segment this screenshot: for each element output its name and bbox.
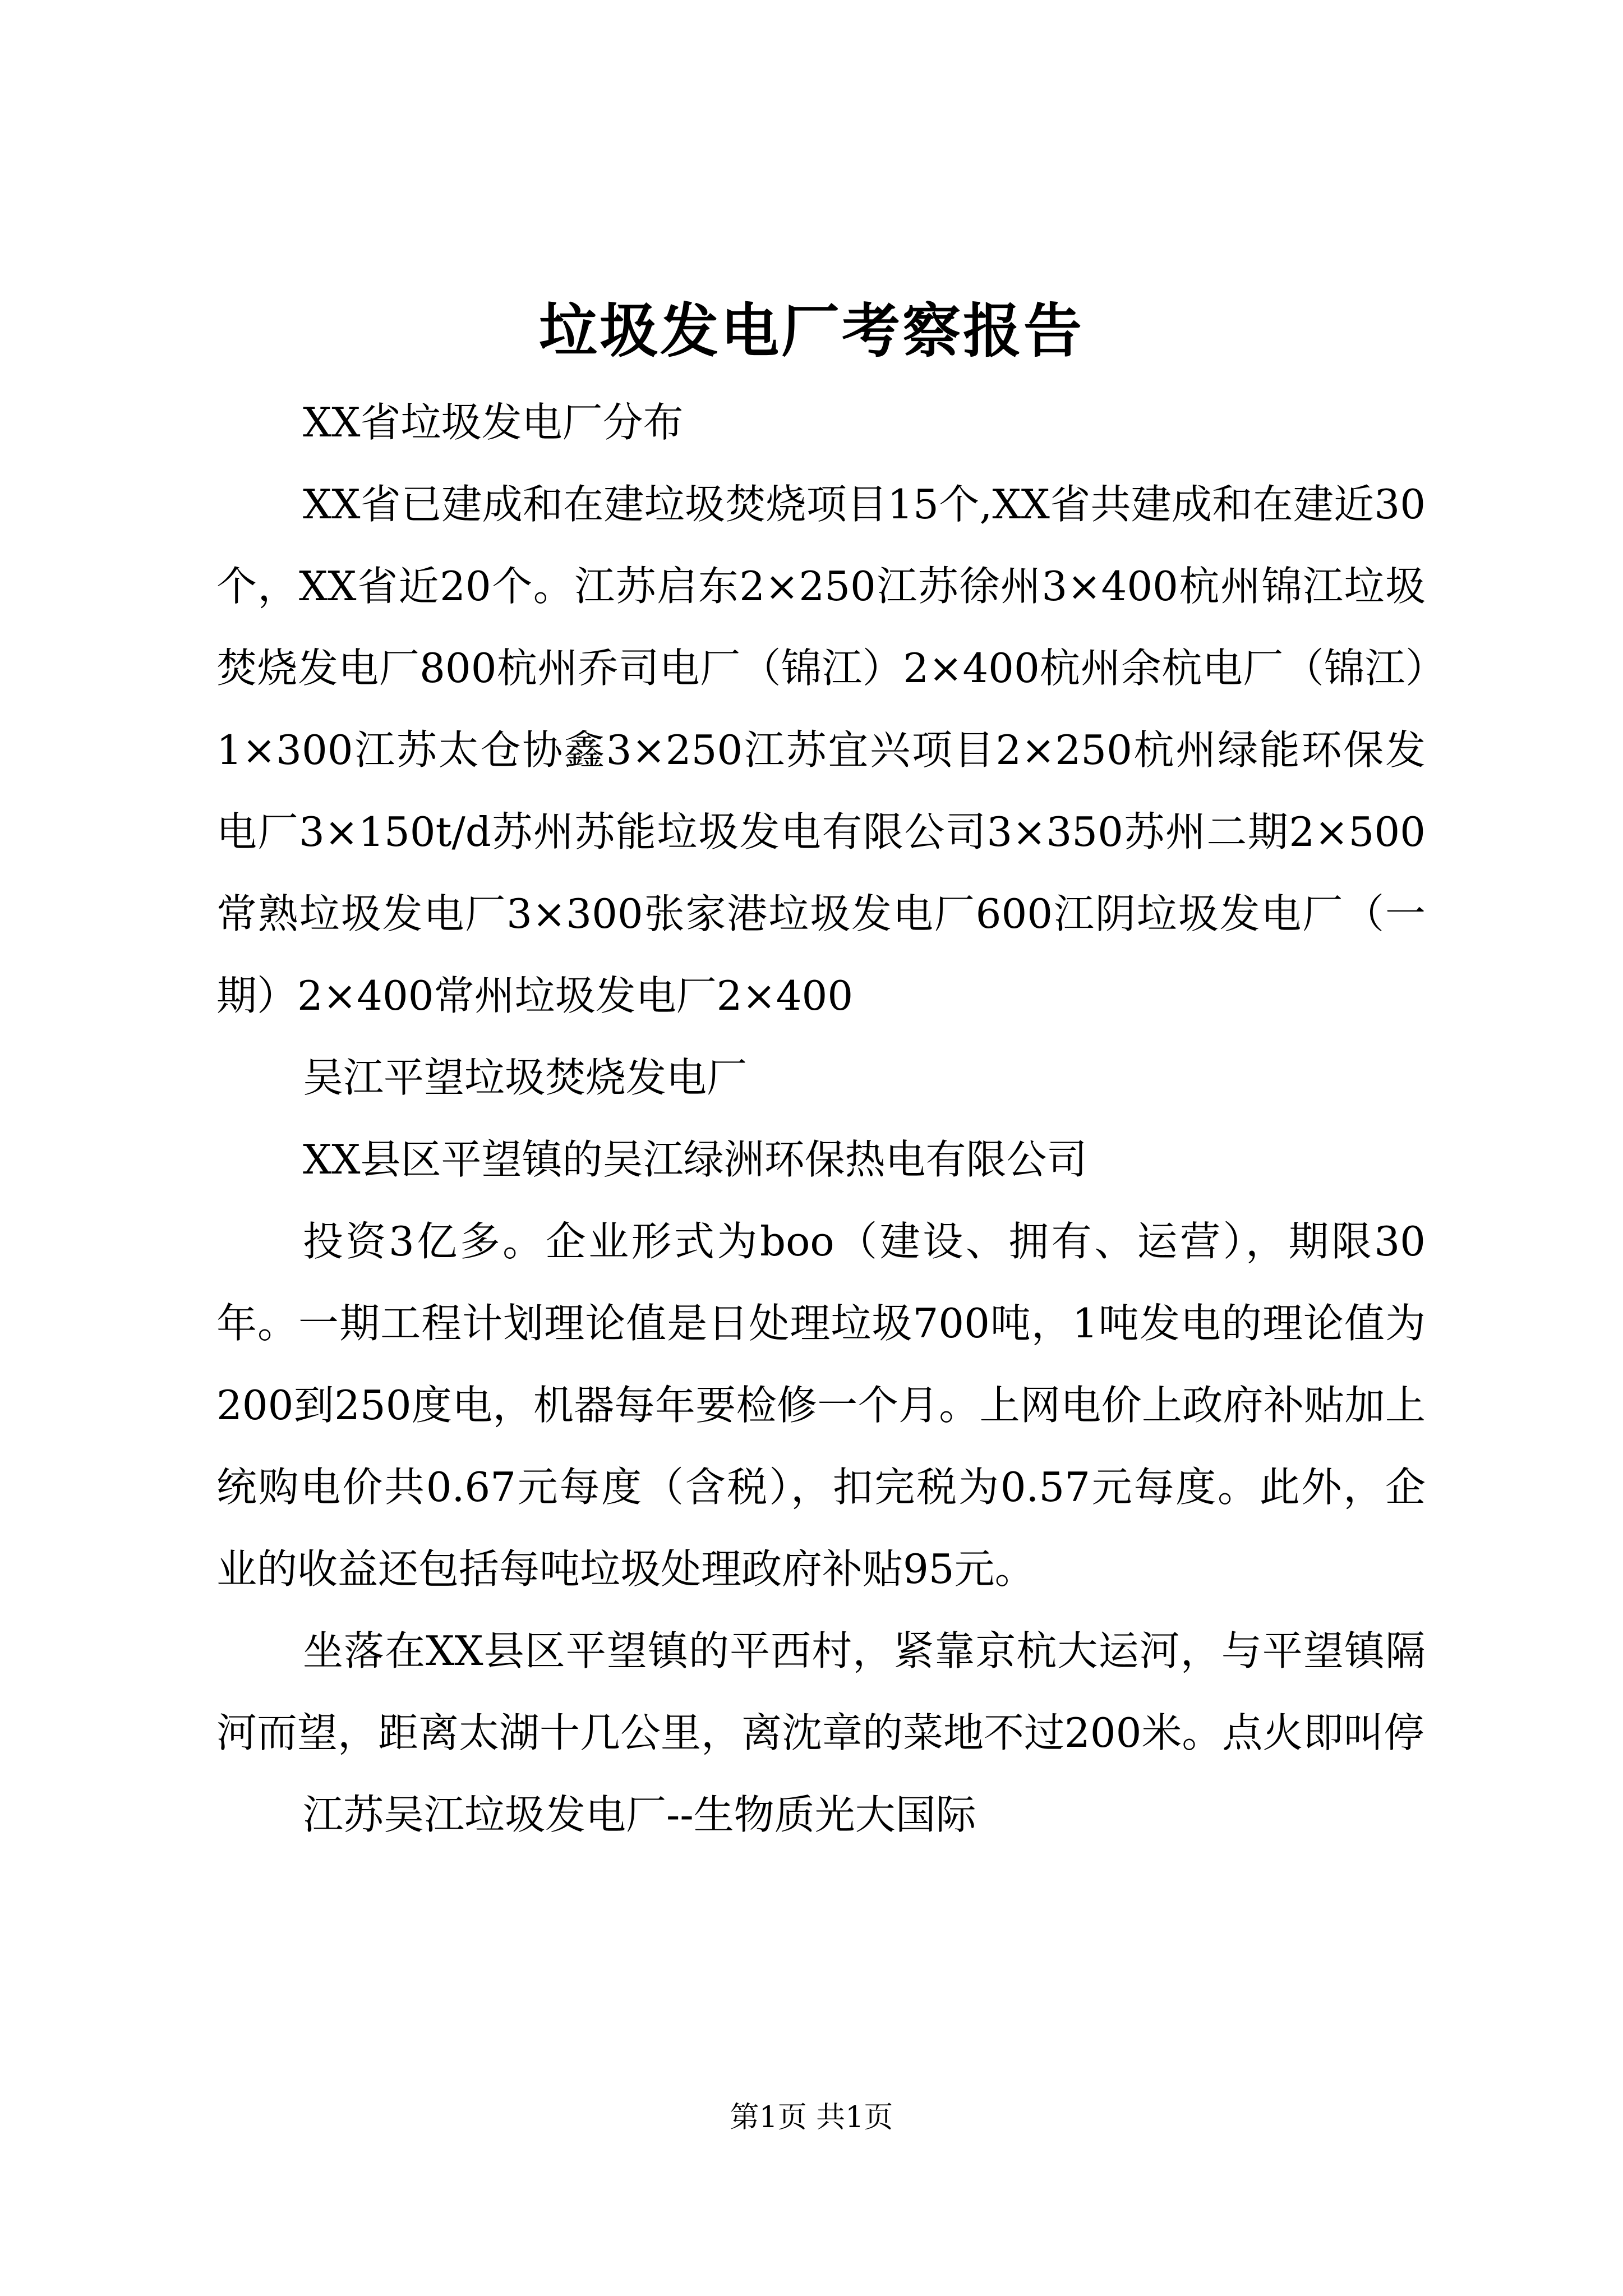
document-body bbox=[216, 381, 1426, 1856]
paragraph-heading-distribution: XX省垃圾发电厂分布 bbox=[303, 399, 684, 446]
paragraph-heading-everbright: 江苏吴江垃圾发电厂--生物质光大国际 bbox=[303, 1791, 976, 1838]
paragraph-company-name: XX县区平望镇的吴江绿洲环保热电有限公司 bbox=[303, 1136, 1087, 1183]
paragraph-location: 坐落在XX县区平望镇的平西村，紧靠京杭大运河，与平望镇隔河而望，距离太湖十几公里，离沈章的菜地不过200米。点火即叫停 bbox=[216, 1627, 1426, 1756]
paragraph-investment: 投资3亿多。企业形式为boo（建设、拥有、运营），期限30年。一期工程计划理论值是日处理垃圾700吨，1吨发电的理论值为200到250度电，机器每年要检修一个月。上网电价上政府补贴加上统购电价共0.67元每度（含税），扣完税为0.57元每度。此外，企业的收益还包括每吨垃圾处理政府补贴95元。 bbox=[216, 1218, 1426, 1593]
page-footer: 第1页 共1页 bbox=[730, 2101, 893, 2134]
document-title: 垃圾发电厂考察报告 bbox=[538, 296, 1084, 365]
paragraph-heading-pingwang: 吴江平望垃圾焚烧发电厂 bbox=[303, 1054, 748, 1101]
paragraph-project-list: XX省已建成和在建垃圾焚烧项目15个,XX省共建成和在建近30个，XX省近20个。江苏启东2×250江苏徐州3×400杭州锦江垃圾焚烧发电厂800杭州乔司电厂（锦江）2×400杭州余杭电厂（锦江）1×300江苏太仓协鑫3×250江苏宜兴项目2×250杭州绿能环保发电厂3×150t/d苏州苏能垃圾发电有限公司3×350苏州二期2×500常熟垃圾发电厂3×300张家港垃圾发电厂600江阴垃圾发电厂（一期）2×400常州垃圾发电厂2×400 bbox=[216, 481, 1426, 1019]
